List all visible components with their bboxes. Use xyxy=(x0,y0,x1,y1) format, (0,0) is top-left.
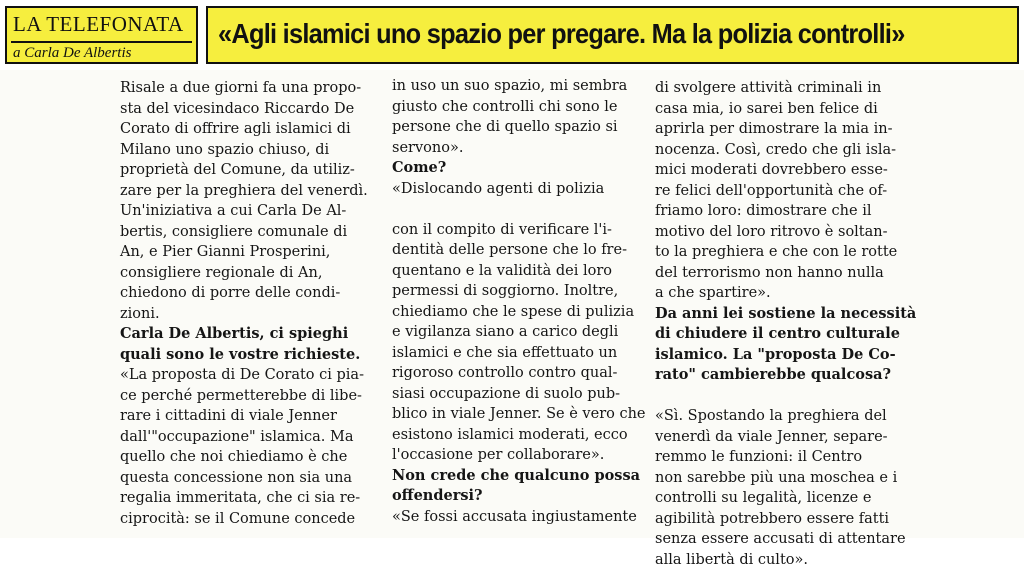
body-text-line: alla libertà di culto». xyxy=(655,550,915,570)
headline: «Agli islamici uno spazio per pregare. Ma la polizia controlli» xyxy=(218,18,905,50)
question-line: quali sono le vostre richieste. xyxy=(120,345,382,366)
body-text-line: «Sì. Spostando la preghiera del xyxy=(655,406,915,427)
section-divider xyxy=(11,41,192,43)
body-text-line: friamo loro: dimostrare che il xyxy=(655,201,915,222)
body-text-line: «Dislocando agenti di polizia xyxy=(392,179,650,200)
body-text-line: rare i cittadini di viale Jenner xyxy=(120,406,382,427)
body-text-line: in uso un suo spazio, mi sembra xyxy=(392,76,650,97)
body-text-line: senza essere accusati di attentare xyxy=(655,529,915,550)
body-text-line: con il compito di verificare l'i- xyxy=(392,220,650,241)
body-text-line: Un'iniziativa a cui Carla De Al- xyxy=(120,201,382,222)
body-text-line: «La proposta di De Corato ci pia- xyxy=(120,365,382,386)
body-text-line: non sarebbe più una moschea e i xyxy=(655,468,915,489)
body-text-line: agibilità potrebbero essere fatti xyxy=(655,509,915,530)
body-text-line: casa mia, io sarei ben felice di xyxy=(655,99,915,120)
body-text-line: consigliere regionale di An, xyxy=(120,263,382,284)
body-text-line: e vigilanza siano a carico degli xyxy=(392,322,650,343)
body-text-line: ce perché permetterebbe di libe- xyxy=(120,386,382,407)
author-line: a Carla De Albertis xyxy=(13,45,131,62)
body-text-line: ciprocità: se il Comune concede xyxy=(120,509,382,530)
article-column-2 xyxy=(392,76,650,527)
body-text-line: di svolgere attività criminali in xyxy=(655,78,915,99)
section-title: LA TELEFONATA xyxy=(13,12,184,37)
body-text-line: re felici dell'opportunità che of- xyxy=(655,181,915,202)
body-text-line: del terrorismo non hanno nulla xyxy=(655,263,915,284)
body-text-line: «Se fossi accusata ingiustamente xyxy=(392,507,650,528)
body-text-line: Risale a due giorni fa una propo- xyxy=(120,78,382,99)
question-line: Come? xyxy=(392,158,650,179)
body-text-line: regalia immeritata, che ci sia re- xyxy=(120,488,382,509)
body-text-line: persone che di quello spazio si xyxy=(392,117,650,138)
body-text-line: proprietà del Comune, da utiliz- xyxy=(120,160,382,181)
body-text-line: motivo del loro ritrovo è soltan- xyxy=(655,222,915,243)
article-column-3 xyxy=(655,78,915,570)
article-column-1 xyxy=(120,78,382,529)
body-text-line: chiediamo che le spese di pulizia xyxy=(392,302,650,323)
body-text-line: a che spartire». xyxy=(655,283,915,304)
article-header xyxy=(0,0,1024,70)
body-text-line: Milano uno spazio chiuso, di xyxy=(120,140,382,161)
question-line: di chiudere il centro culturale xyxy=(655,324,915,345)
body-text-line: aprirla per dimostrare la mia in- xyxy=(655,119,915,140)
body-text-line: islamici e che sia effettuato un xyxy=(392,343,650,364)
body-text-line: nocenza. Così, credo che gli isla- xyxy=(655,140,915,161)
body-text-line: l'occasione per collaborare». xyxy=(392,445,650,466)
question-line: Carla De Albertis, ci spieghi xyxy=(120,324,382,345)
question-line: offendersi? xyxy=(392,486,650,507)
body-text-line: An, e Pier Gianni Prosperini, xyxy=(120,242,382,263)
body-text-line: zare per la preghiera del venerdì. xyxy=(120,181,382,202)
section-label-box xyxy=(5,6,198,64)
body-text-line: siasi occupazione di suolo pub- xyxy=(392,384,650,405)
body-text-line: questa concessione non sia una xyxy=(120,468,382,489)
body-text-line: zioni. xyxy=(120,304,382,325)
body-text-line: venerdì da viale Jenner, separe- xyxy=(655,427,915,448)
body-text-line: servono». xyxy=(392,138,650,159)
body-text-line: mici moderati dovrebbero esse- xyxy=(655,160,915,181)
body-text-line: Corato di offrire agli islamici di xyxy=(120,119,382,140)
body-text-line: quentano e la validità dei loro xyxy=(392,261,650,282)
body-text-line xyxy=(655,386,915,407)
body-text-line: remmo le funzioni: il Centro xyxy=(655,447,915,468)
question-line: rato" cambierebbe qualcosa? xyxy=(655,365,915,386)
body-text-line: bertis, consigliere comunale di xyxy=(120,222,382,243)
body-text-line: blico in viale Jenner. Se è vero che xyxy=(392,404,650,425)
body-text-line: quello che noi chiediamo è che xyxy=(120,447,382,468)
body-text-line: dentità delle persone che lo fre- xyxy=(392,240,650,261)
question-line: Non crede che qualcuno possa xyxy=(392,466,650,487)
body-text-line: esistono islamici moderati, ecco xyxy=(392,425,650,446)
body-text-line: controlli su legalità, licenze e xyxy=(655,488,915,509)
headline-box xyxy=(206,6,1019,64)
body-text-line: giusto che controlli chi sono le xyxy=(392,97,650,118)
body-text-line: permessi di soggiorno. Inoltre, xyxy=(392,281,650,302)
body-text-line: to la preghiera e che con le rotte xyxy=(655,242,915,263)
body-text-line: rigoroso controllo contro qual- xyxy=(392,363,650,384)
body-text-line: dall'"occupazione" islamica. Ma xyxy=(120,427,382,448)
question-line: Da anni lei sostiene la necessità xyxy=(655,304,915,325)
body-text-line: sta del vicesindaco Riccardo De xyxy=(120,99,382,120)
body-text-line xyxy=(392,199,650,220)
question-line: islamico. La "proposta De Co- xyxy=(655,345,915,366)
body-text-line: chiedono di porre delle condi- xyxy=(120,283,382,304)
